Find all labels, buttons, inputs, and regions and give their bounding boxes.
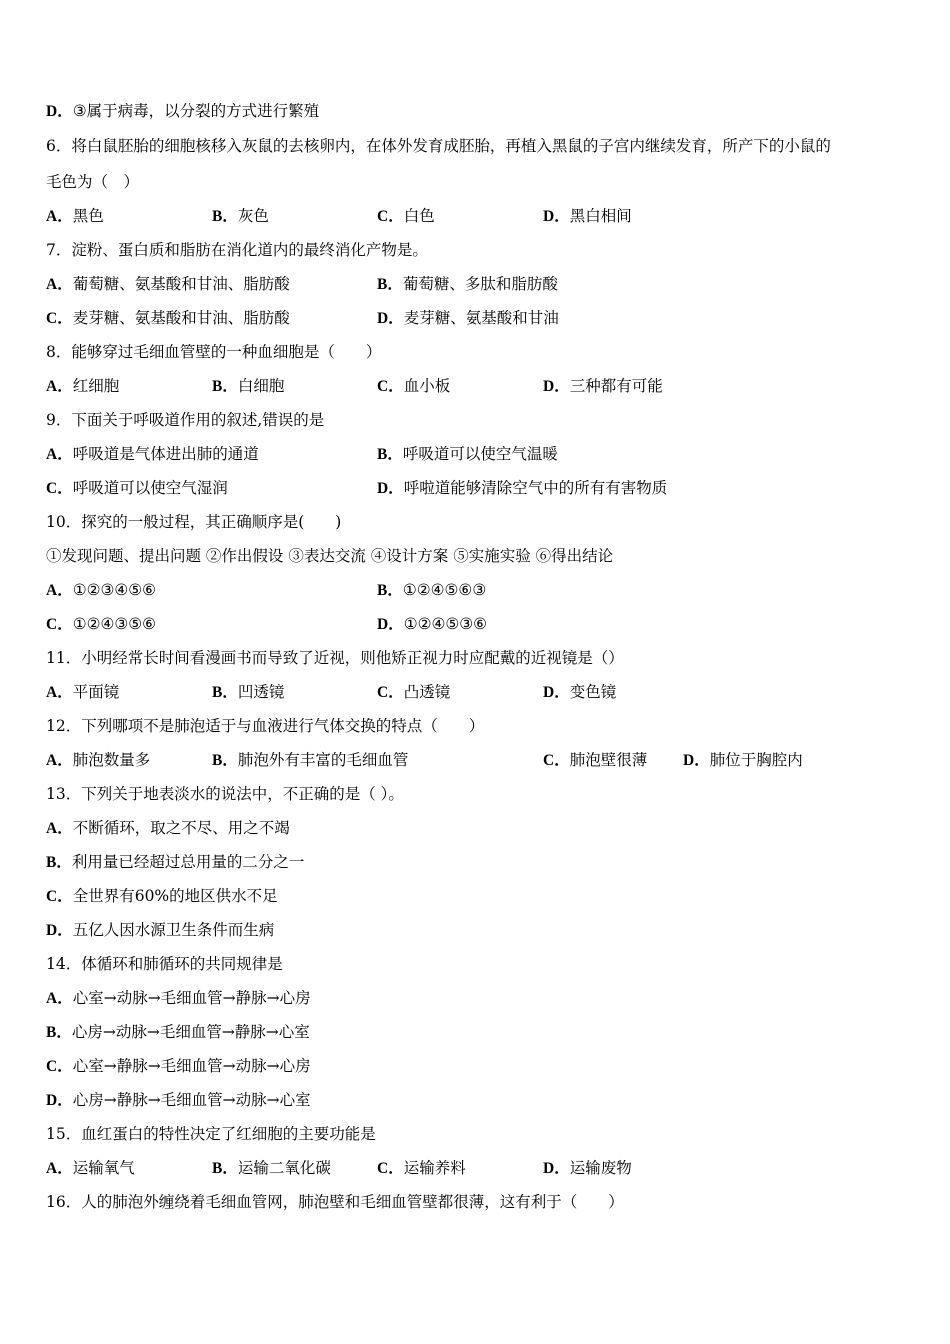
q8-option-b xyxy=(212,376,284,397)
q9-option-c xyxy=(46,478,228,499)
option-text: 心室→动脉→毛细血管→静脉→心房 xyxy=(72,989,311,1007)
option-text: ③属于病毒，以分裂的方式进行繁殖 xyxy=(72,102,320,120)
question-15-stem: 15．血红蛋白的特性决定了红细胞的主要功能是 xyxy=(46,1125,376,1143)
option-text: 变色镜 xyxy=(569,683,617,701)
question-12-stem: 12．下列哪项不是肺泡适于与血液进行气体交换的特点（ ） xyxy=(46,717,485,735)
option-text: ①②④⑤⑥③ xyxy=(402,581,487,599)
option-letter: D． xyxy=(683,752,710,769)
option-letter: B． xyxy=(377,582,403,599)
option-letter: A． xyxy=(46,1160,73,1177)
q6-option-b xyxy=(212,206,269,227)
q11-option-c xyxy=(377,682,450,703)
option-letter: B． xyxy=(212,208,238,225)
option-letter: D． xyxy=(377,480,404,497)
option-text: 血小板 xyxy=(403,377,451,395)
option-letter: C． xyxy=(377,684,404,701)
option-text: 肺泡数量多 xyxy=(72,751,151,769)
q15-option-a xyxy=(46,1158,135,1179)
option-letter: A． xyxy=(46,276,73,293)
q13-option-c xyxy=(46,886,278,907)
q10-option-c xyxy=(46,614,156,635)
option-letter: A． xyxy=(46,582,73,599)
q11-option-d xyxy=(543,682,616,703)
q6-option-d xyxy=(543,206,632,227)
option-text: 肺泡壁很薄 xyxy=(569,751,648,769)
option-letter: D． xyxy=(46,103,73,120)
option-letter: D． xyxy=(543,208,570,225)
question-10-steps: ①发现问题、提出问题 ②作出假设 ③表达交流 ④设计方案 ⑤实施实验 ⑥得出结论 xyxy=(46,547,614,565)
option-letter: C． xyxy=(377,208,404,225)
option-text: 肺泡外有丰富的毛细血管 xyxy=(237,751,409,769)
question-9-stem: 9．下面关于呼吸道作用的叙述,错误的是 xyxy=(46,411,325,429)
q15-option-b xyxy=(212,1158,331,1179)
option-text: 凹透镜 xyxy=(237,683,285,701)
q9-option-a xyxy=(46,444,259,465)
option-letter: D． xyxy=(377,310,404,327)
option-text: 黑色 xyxy=(72,207,104,225)
question-14-stem: 14．体循环和肺循环的共同规律是 xyxy=(46,955,283,973)
option-text: 麦芽糖、氨基酸和甘油、脂肪酸 xyxy=(72,309,290,327)
option-letter: A． xyxy=(46,208,73,225)
option-letter: D． xyxy=(46,1092,73,1109)
option-letter: B． xyxy=(46,1024,72,1041)
option-text: 白色 xyxy=(403,207,435,225)
q12-option-b xyxy=(212,750,408,771)
option-letter: A． xyxy=(46,990,73,1007)
option-letter: D． xyxy=(46,922,73,939)
option-letter: A． xyxy=(46,752,73,769)
option-letter: C． xyxy=(46,480,73,497)
option-text: 呼吸道可以使空气温暖 xyxy=(402,445,558,463)
option-letter: B． xyxy=(46,854,72,871)
option-letter: D． xyxy=(543,378,570,395)
option-text: 心室→静脉→毛细血管→动脉→心房 xyxy=(72,1057,311,1075)
option-text: 运输废物 xyxy=(569,1159,632,1177)
question-7-stem: 7．淀粉、蛋白质和脂肪在消化道内的最终消化产物是。 xyxy=(46,241,428,259)
q10-option-b xyxy=(377,580,486,601)
option-letter: B． xyxy=(212,752,238,769)
q10-option-d xyxy=(377,614,487,635)
option-letter: B． xyxy=(377,276,403,293)
q6-option-a xyxy=(46,206,104,227)
option-text: 呼啦道能够清除空气中的所有有害物质 xyxy=(403,479,668,497)
option-letter: C． xyxy=(46,616,73,633)
option-letter: D． xyxy=(543,684,570,701)
q13-option-a xyxy=(46,818,290,839)
q7-option-d xyxy=(377,308,559,329)
q7-option-a xyxy=(46,274,290,295)
option-letter: B． xyxy=(212,378,238,395)
question-13-stem: 13．下列关于地表淡水的说法中，不正确的是（ ）。 xyxy=(46,785,404,803)
option-text: 运输二氧化碳 xyxy=(237,1159,331,1177)
question-8-stem: 8．能够穿过毛细血管壁的一种血细胞是（ ） xyxy=(46,343,382,361)
question-6-stem-cont: 毛色为（ ） xyxy=(46,173,140,191)
option-letter: A． xyxy=(46,446,73,463)
q8-option-c xyxy=(377,376,450,397)
q15-option-c xyxy=(377,1158,466,1179)
q14-option-d xyxy=(46,1090,311,1111)
q12-option-a xyxy=(46,750,150,771)
q7-option-b xyxy=(377,274,558,295)
question-11-stem: 11．小明经常长时间看漫画书而导致了近视，则他矫正视力时应配戴的近视镜是（） xyxy=(46,649,624,667)
option-letter: A． xyxy=(46,378,73,395)
option-text: 黑白相间 xyxy=(569,207,632,225)
option-text: 不断循环，取之不尽、用之不竭 xyxy=(72,819,290,837)
q11-option-a xyxy=(46,682,119,703)
q8-option-d xyxy=(543,376,663,397)
option-letter: B． xyxy=(377,446,403,463)
option-text: 葡萄糖、氨基酸和甘油、脂肪酸 xyxy=(72,275,290,293)
option-letter: A． xyxy=(46,684,73,701)
q12-option-d xyxy=(683,750,803,771)
option-letter: C． xyxy=(46,1058,73,1075)
q6-option-c xyxy=(377,206,435,227)
option-letter: B． xyxy=(212,1160,238,1177)
q7-option-c xyxy=(46,308,290,329)
option-text: 心房→静脉→毛细血管→动脉→心室 xyxy=(72,1091,311,1109)
option-text: 平面镜 xyxy=(72,683,120,701)
option-text: 三种都有可能 xyxy=(569,377,663,395)
option-letter: C． xyxy=(377,1160,404,1177)
q13-option-d xyxy=(46,920,274,941)
option-text: 呼吸道是气体进出肺的通道 xyxy=(72,445,259,463)
option-text: 利用量已经超过总用量的二分之一 xyxy=(71,853,305,871)
option-text: ①②④⑤③⑥ xyxy=(403,615,488,633)
q5-option-d xyxy=(46,101,319,122)
option-letter: C． xyxy=(377,378,404,395)
option-text: 肺位于胸腔内 xyxy=(709,751,803,769)
option-text: 运输养料 xyxy=(403,1159,466,1177)
q14-option-b xyxy=(46,1022,310,1043)
q12-option-c xyxy=(543,750,647,771)
option-letter: C． xyxy=(46,310,73,327)
option-text: 葡萄糖、多肽和脂肪酸 xyxy=(402,275,558,293)
q10-option-a xyxy=(46,580,156,601)
option-text: ①②③④⑤⑥ xyxy=(72,581,157,599)
option-text: 麦芽糖、氨基酸和甘油 xyxy=(403,309,559,327)
option-letter: D． xyxy=(377,616,404,633)
option-letter: B． xyxy=(212,684,238,701)
question-6-stem: 6．将白鼠胚胎的细胞核移入灰鼠的去核卵内，在体外发育成胚胎，再植入黑鼠的子宫内继续发育，所产下的小鼠的 xyxy=(46,137,831,155)
q13-option-b xyxy=(46,852,304,873)
q14-option-a xyxy=(46,988,311,1009)
option-text: 全世界有60%的地区供水不足 xyxy=(72,887,278,905)
option-letter: C． xyxy=(46,888,73,905)
option-text: 白细胞 xyxy=(237,377,285,395)
q9-option-d xyxy=(377,478,667,499)
option-text: 呼吸道可以使空气湿润 xyxy=(72,479,228,497)
question-16-stem: 16．人的肺泡外缠绕着毛细血管网，肺泡壁和毛细血管壁都很薄，这有利于（ ） xyxy=(46,1193,624,1211)
option-letter: C． xyxy=(543,752,570,769)
option-text: 心房→动脉→毛细血管→静脉→心室 xyxy=(71,1023,310,1041)
option-text: 红细胞 xyxy=(72,377,120,395)
option-text: 五亿人因水源卫生条件而生病 xyxy=(72,921,275,939)
option-text: ①②④③⑤⑥ xyxy=(72,615,157,633)
option-letter: A． xyxy=(46,820,73,837)
q11-option-b xyxy=(212,682,284,703)
question-10-stem: 10．探究的一般过程，其正确顺序是( ) xyxy=(46,513,342,531)
option-text: 运输氧气 xyxy=(72,1159,135,1177)
option-letter: D． xyxy=(543,1160,570,1177)
q8-option-a xyxy=(46,376,119,397)
q15-option-d xyxy=(543,1158,632,1179)
option-text: 灰色 xyxy=(237,207,269,225)
q9-option-b xyxy=(377,444,558,465)
q14-option-c xyxy=(46,1056,311,1077)
option-text: 凸透镜 xyxy=(403,683,451,701)
